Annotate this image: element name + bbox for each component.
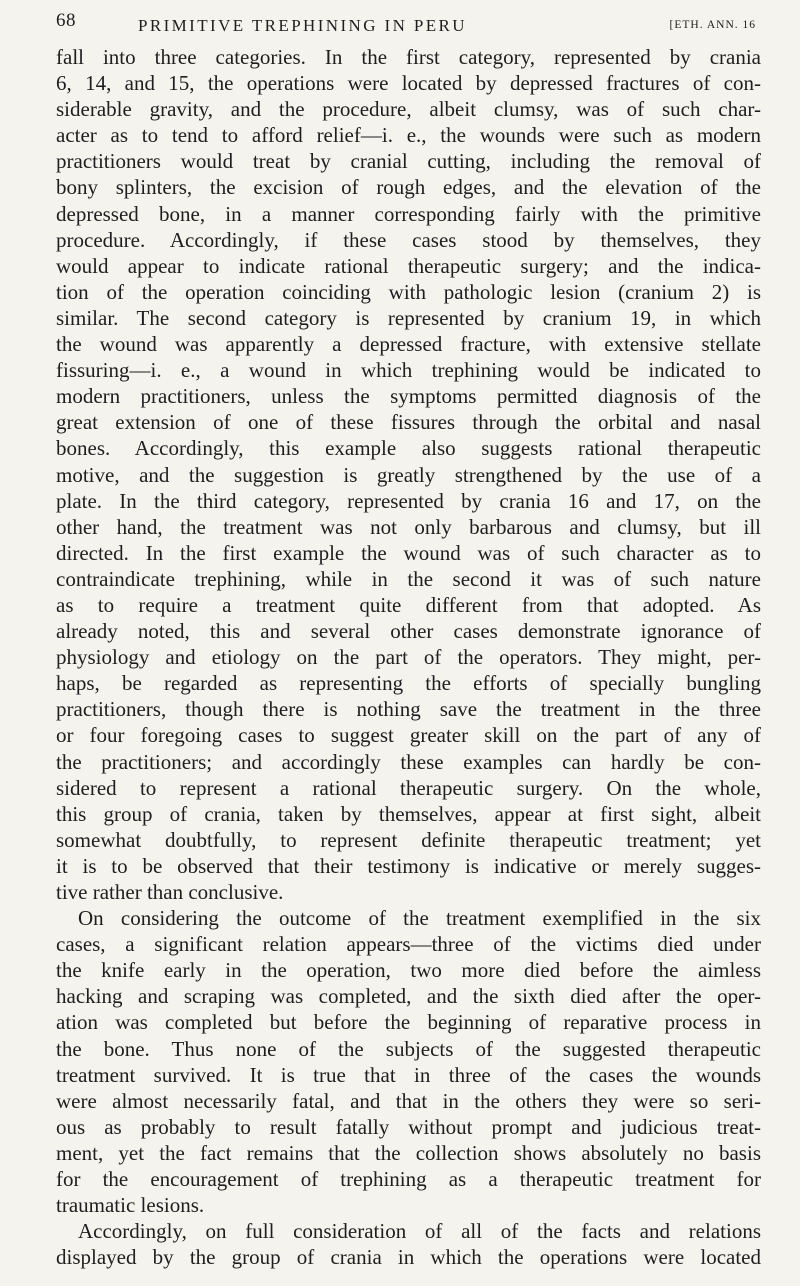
page-number: 68 [56,10,76,31]
text-line: the bone. Thus none of the subjects of the suggested therapeutic [56,1036,761,1061]
text-line: bony splinters, the excision of rough edges, and the elevation of the [56,175,761,200]
text-line: cases, a significant relation appears—three of the victims died under [56,932,761,957]
text-line: the knife early in the operation, two more died before the aimless [56,958,761,983]
text-line: plate. In the third category, represented by crania 16 and 17, on the [56,488,761,513]
body-text [56,44,761,1270]
text-line: practitioners, though there is nothing save the treatment in the three [56,697,761,722]
text-line: or four foregoing cases to suggest greater skill on the part of any of [56,723,761,748]
text-line: fissuring—i. e., a wound in which trephining would be indicated to [56,358,761,383]
text-line: practitioners would treat by cranial cutting, including the removal of [56,149,761,174]
text-line: other hand, the treatment was not only barbarous and clumsy, but ill [56,514,761,539]
text-line: as to require a treatment quite different from that adopted. As [56,592,761,617]
text-line: bones. Accordingly, this example also suggests rational therapeutic [56,436,761,461]
text-line: procedure. Accordingly, if these cases stood by themselves, they [56,227,761,252]
text-line: 6, 14, and 15, the operations were located by depressed fractures of con- [56,71,761,96]
text-line: ment, yet the fact remains that the collection shows absolutely no basis [56,1140,761,1165]
text-line: tion of the operation coinciding with pathologic lesion (cranium 2) is [56,279,761,304]
text-line: acter as to tend to afford relief—i. e., the wounds were such as modern [56,123,761,148]
text-line: were almost necessarily fatal, and that in the others they were so seri- [56,1088,761,1113]
text-line: great extension of one of these fissures through the orbital and nasal [56,410,761,435]
text-line: sidered to represent a rational therapeutic surgery. On the whole, [56,775,761,800]
text-line: the wound was apparently a depressed fracture, with extensive stellate [56,332,761,357]
text-line: it is to be observed that their testimony is indicative or merely sugges- [56,853,761,878]
text-line: modern practitioners, unless the symptoms permitted diagnosis of the [56,384,761,409]
text-line: would appear to indicate rational therapeutic surgery; and the indica- [56,253,761,278]
running-title: PRIMITIVE TREPHINING IN PERU [138,16,467,35]
text-line: for the encouragement of trephining as a therapeutic treatment for [56,1167,761,1192]
text-line: already noted, this and several other cases demonstrate ignorance of [56,619,761,644]
text-line: ation was completed but before the beginning of reparative process in [56,1010,761,1035]
text-line: directed. In the first example the wound was of such character as to [56,540,761,565]
text-line: tive rather than conclusive. [56,880,284,904]
text-line: fall into three categories. In the first category, represented by crania [56,45,761,69]
text-line: the practitioners; and accordingly these examples can hardly be con- [56,749,761,774]
text-line: traumatic lesions. [56,1193,205,1218]
text-line: contraindicate trephining, while in the second it was of such nature [56,566,761,591]
text-line: On considering the outcome of the treatment exemplified in the six [78,906,761,931]
running-head [56,10,756,38]
text-line: this group of crania, taken by themselves, appear at first sight, albeit [56,801,761,826]
text-line: somewhat doubtfully, to represent definite therapeutic treatment; yet [56,827,761,852]
text-line: haps, be regarded as representing the efforts of specially bungling [56,671,761,696]
text-line: physiology and etiology on the part of the operators. They might, per- [56,645,761,670]
text-line: hacking and scraping was completed, and the sixth died after the oper- [56,984,761,1009]
text-line: similar. The second category is represented by cranium 19, in which [56,305,761,330]
text-line: siderable gravity, and the procedure, albeit clumsy, was of such char- [56,97,761,122]
text-line: depressed bone, in a manner corresponding fairly with the primitive [56,201,761,226]
text-line: treatment survived. It is true that in three of the cases the wounds [56,1062,761,1087]
text-line: ous as probably to result fatally without prompt and judicious treat- [56,1114,761,1139]
text-line: displayed by the group of crania in which the operations were located [56,1245,761,1270]
text-line: motive, and the suggestion is greatly strengthened by the use of a [56,462,761,487]
running-reference: [ETH. ANN. 16 [669,19,756,31]
text-line: Accordingly, on full consideration of all of the facts and relations [78,1219,761,1244]
